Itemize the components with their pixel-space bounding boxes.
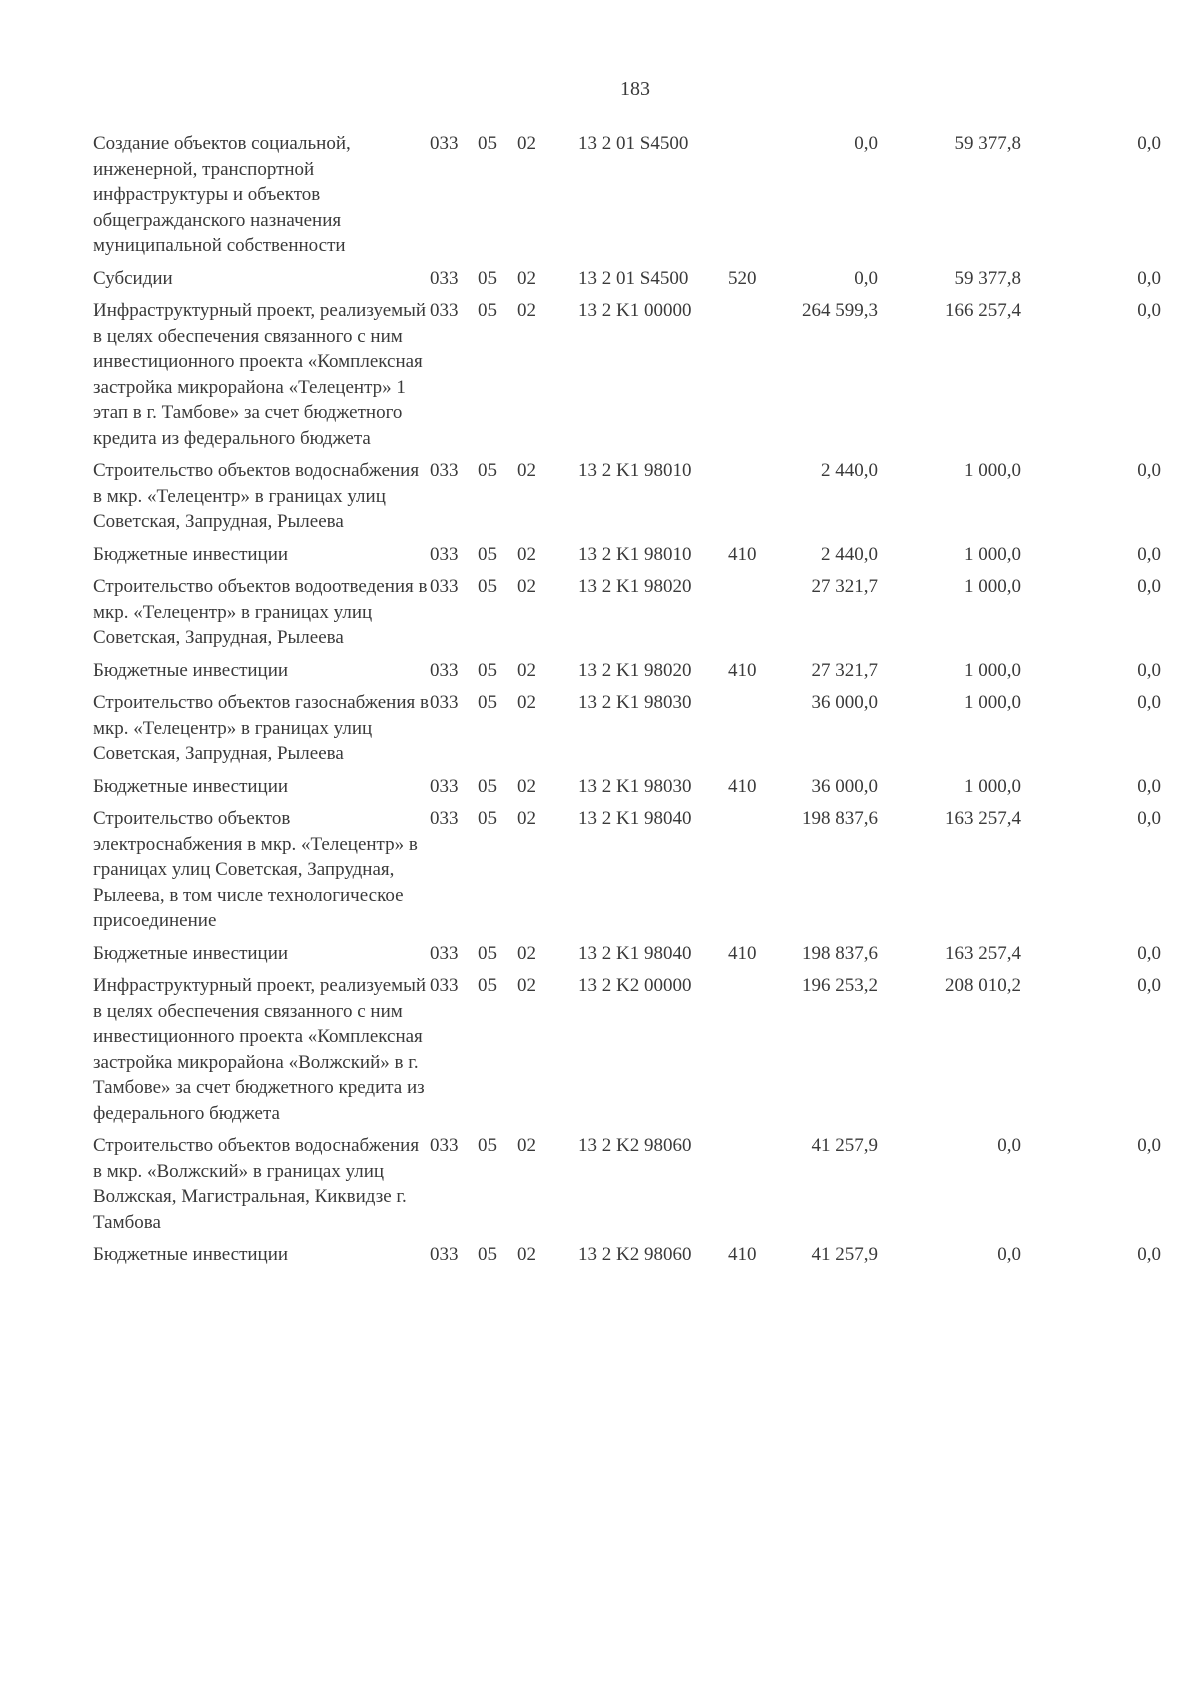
expense-name: Создание объектов социальной, инженерной, транспортной инфраструктуры и объектов общегражданского назначения муниципальной собственности xyxy=(93,133,351,256)
amount-year-2: 0,0 xyxy=(997,1244,1021,1265)
expense-name: Строительство объектов водоснабжения в мкр. «Волжский» в границах улиц Волжская, Магистральная, Киквидзе г. Тамбова xyxy=(93,1135,420,1233)
expense-type-code xyxy=(728,690,788,774)
expense-type-code xyxy=(728,806,788,941)
amount-year-2: 59 377,8 xyxy=(954,267,1021,289)
amount-year-1: 0,0 xyxy=(854,133,878,154)
amount-year-3: 0,0 xyxy=(1137,692,1161,713)
amount-year-3: 0,0 xyxy=(1137,1244,1161,1265)
expense-type-code: 410 xyxy=(728,1244,757,1265)
amount-year-3: 0,0 xyxy=(1137,775,1161,797)
amount-year-1: 198 837,6 xyxy=(802,808,878,829)
table-row xyxy=(93,458,1161,542)
target-article-code: 13 2 K2 98060 xyxy=(578,1244,692,1265)
target-article-code: 13 2 K1 98030 xyxy=(578,692,692,713)
amount-year-1: 264 599,3 xyxy=(802,300,878,321)
table-row xyxy=(93,774,1161,807)
amount-year-1: 36 000,0 xyxy=(811,692,878,713)
table-row xyxy=(93,574,1161,658)
expense-type-code xyxy=(728,973,788,1133)
amount-year-2: 1 000,0 xyxy=(964,460,1021,481)
expense-type-code: 520 xyxy=(728,267,757,289)
expense-type-code xyxy=(728,131,788,266)
expense-name: Инфраструктурный проект, реализуемый в целях обеспечения связанного с ним инвестиционного проекта «Комплексная застройка микрорайона «Телецентр» 1 этап в г. Тамбове» за счет бюджетного кредита из федерального бюджета xyxy=(93,300,427,449)
amount-year-1: 2 440,0 xyxy=(821,543,878,565)
target-article-code: 13 2 K1 98010 xyxy=(578,543,692,565)
amount-year-1: 2 440,0 xyxy=(821,460,878,481)
table-row xyxy=(93,806,1161,941)
table-row xyxy=(93,690,1161,774)
amount-year-2: 163 257,4 xyxy=(945,808,1021,829)
table-row xyxy=(93,1133,1161,1242)
grbs-code: 033 xyxy=(430,975,459,996)
target-article-code: 13 2 K1 98040 xyxy=(578,942,692,964)
page-number: 183 xyxy=(620,78,650,100)
target-article-code: 13 2 K1 98020 xyxy=(578,576,692,597)
grbs-code: 033 xyxy=(430,1244,459,1265)
amount-year-2: 163 257,4 xyxy=(945,942,1021,964)
amount-year-1: 198 837,6 xyxy=(802,942,878,964)
grbs-code: 033 xyxy=(430,692,459,713)
expense-name: Субсидии xyxy=(93,267,173,289)
expense-type-code: 410 xyxy=(728,659,757,681)
expense-type-code: 410 xyxy=(728,543,757,565)
subsection-code: 02 xyxy=(517,692,536,713)
amount-year-3: 0,0 xyxy=(1137,267,1161,289)
table-row xyxy=(93,941,1161,974)
expense-name: Бюджетные инвестиции xyxy=(93,659,289,681)
amount-year-3: 0,0 xyxy=(1137,543,1161,565)
amount-year-3: 0,0 xyxy=(1137,659,1161,681)
subsection-code: 02 xyxy=(517,775,536,797)
expense-name: Бюджетные инвестиции xyxy=(93,942,289,964)
expense-type-code xyxy=(728,458,788,542)
table-row xyxy=(93,298,1161,458)
amount-year-1: 41 257,9 xyxy=(811,1135,878,1156)
table-row xyxy=(93,266,1161,299)
amount-year-2: 59 377,8 xyxy=(954,133,1021,154)
subsection-code: 02 xyxy=(517,133,536,154)
amount-year-1: 0,0 xyxy=(854,267,878,289)
section-code: 05 xyxy=(478,975,497,996)
table-row xyxy=(93,973,1161,1133)
amount-year-3: 0,0 xyxy=(1137,576,1161,597)
target-article-code: 13 2 01 S4500 xyxy=(578,133,689,154)
amount-year-3: 0,0 xyxy=(1137,300,1161,321)
section-code: 05 xyxy=(478,1244,497,1265)
amount-year-1: 27 321,7 xyxy=(811,659,878,681)
expense-type-code: 410 xyxy=(728,942,757,964)
table-row xyxy=(93,131,1161,266)
grbs-code: 033 xyxy=(430,808,459,829)
section-code: 05 xyxy=(478,775,497,797)
expense-name: Бюджетные инвестиции xyxy=(93,543,289,565)
subsection-code: 02 xyxy=(517,942,536,964)
amount-year-3: 0,0 xyxy=(1137,460,1161,481)
grbs-code: 033 xyxy=(430,460,459,481)
section-code: 05 xyxy=(478,576,497,597)
grbs-code: 033 xyxy=(430,300,459,321)
expense-name: Бюджетные инвестиции xyxy=(93,1244,289,1265)
table-row xyxy=(93,658,1161,691)
target-article-code: 13 2 K2 00000 xyxy=(578,975,692,996)
expense-name: Строительство объектов электроснабжения в мкр. «Телецентр» в границах улиц Советская, Запрудная, Рылеева, в том числе технологическое присоединение xyxy=(93,808,418,931)
expense-type-code: 410 xyxy=(728,775,757,797)
subsection-code: 02 xyxy=(517,300,536,321)
subsection-code: 02 xyxy=(517,659,536,681)
section-code: 05 xyxy=(478,1135,497,1156)
table-row xyxy=(93,542,1161,575)
subsection-code: 02 xyxy=(517,543,536,565)
expense-name: Строительство объектов водоснабжения в мкр. «Телецентр» в границах улиц Советская, Запрудная, Рылеева xyxy=(93,460,420,532)
section-code: 05 xyxy=(478,267,497,289)
amount-year-2: 208 010,2 xyxy=(945,975,1021,996)
expense-name: Строительство объектов водоотведения в мкр. «Телецентр» в границах улиц Советская, Запрудная, Рылеева xyxy=(93,576,428,648)
section-code: 05 xyxy=(478,133,497,154)
amount-year-1: 36 000,0 xyxy=(811,775,878,797)
target-article-code: 13 2 K1 98020 xyxy=(578,659,692,681)
amount-year-3: 0,0 xyxy=(1137,1135,1161,1156)
grbs-code: 033 xyxy=(430,133,459,154)
grbs-code: 033 xyxy=(430,576,459,597)
amount-year-3: 0,0 xyxy=(1137,808,1161,829)
amount-year-1: 196 253,2 xyxy=(802,975,878,996)
amount-year-2: 1 000,0 xyxy=(964,775,1021,797)
expense-name: Бюджетные инвестиции xyxy=(93,775,289,797)
amount-year-1: 41 257,9 xyxy=(811,1244,878,1265)
subsection-code: 02 xyxy=(517,808,536,829)
subsection-code: 02 xyxy=(517,1135,536,1156)
subsection-code: 02 xyxy=(517,975,536,996)
subsection-code: 02 xyxy=(517,1244,536,1265)
amount-year-2: 1 000,0 xyxy=(964,576,1021,597)
section-code: 05 xyxy=(478,543,497,565)
expense-type-code xyxy=(728,574,788,658)
amount-year-3: 0,0 xyxy=(1137,975,1161,996)
subsection-code: 02 xyxy=(517,576,536,597)
section-code: 05 xyxy=(478,300,497,321)
target-article-code: 13 2 K1 98010 xyxy=(578,460,692,481)
grbs-code: 033 xyxy=(430,659,459,681)
grbs-code: 033 xyxy=(430,1135,459,1156)
target-article-code: 13 2 K2 98060 xyxy=(578,1135,692,1156)
amount-year-2: 1 000,0 xyxy=(964,659,1021,681)
expense-type-code xyxy=(728,1133,788,1242)
expense-type-code xyxy=(728,298,788,458)
grbs-code: 033 xyxy=(430,775,459,797)
amount-year-2: 0,0 xyxy=(997,1135,1021,1156)
table-row xyxy=(93,1242,1161,1275)
amount-year-1: 27 321,7 xyxy=(811,576,878,597)
target-article-code: 13 2 K1 98030 xyxy=(578,775,692,797)
expense-name: Инфраструктурный проект, реализуемый в целях обеспечения связанного с ним инвестиционного проекта «Комплексная застройка микрорайона «Волжский» в г. Тамбове» за счет бюджетного кредита из федерального бюджета xyxy=(93,975,427,1124)
amount-year-3: 0,0 xyxy=(1137,942,1161,964)
amount-year-3: 0,0 xyxy=(1137,133,1161,154)
grbs-code: 033 xyxy=(430,543,459,565)
subsection-code: 02 xyxy=(517,460,536,481)
amount-year-2: 1 000,0 xyxy=(964,543,1021,565)
target-article-code: 13 2 K1 98040 xyxy=(578,808,692,829)
grbs-code: 033 xyxy=(430,942,459,964)
expense-name: Строительство объектов газоснабжения в мкр. «Телецентр» в границах улиц Советская, Запрудная, Рылеева xyxy=(93,692,429,764)
section-code: 05 xyxy=(478,460,497,481)
section-code: 05 xyxy=(478,942,497,964)
section-code: 05 xyxy=(478,808,497,829)
amount-year-2: 166 257,4 xyxy=(945,300,1021,321)
grbs-code: 033 xyxy=(430,267,459,289)
target-article-code: 13 2 K1 00000 xyxy=(578,300,692,321)
section-code: 05 xyxy=(478,659,497,681)
budget-table xyxy=(93,131,1161,1275)
target-article-code: 13 2 01 S4500 xyxy=(578,267,689,289)
subsection-code: 02 xyxy=(517,267,536,289)
section-code: 05 xyxy=(478,692,497,713)
amount-year-2: 1 000,0 xyxy=(964,692,1021,713)
